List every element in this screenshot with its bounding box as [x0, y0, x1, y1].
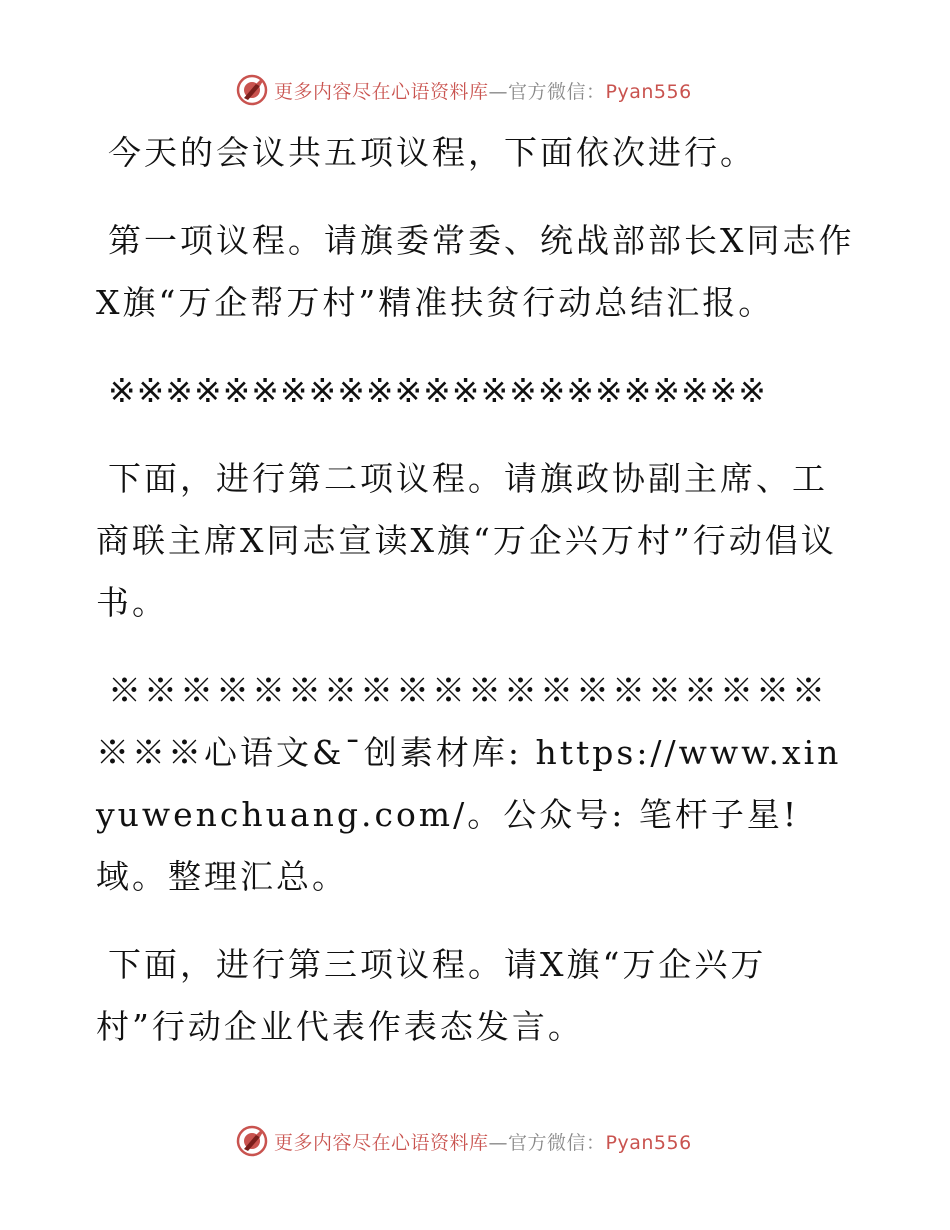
watermark-main: 更多内容尽在心语资料库 [274, 80, 489, 103]
header-watermark [236, 73, 692, 107]
watermark-separator: — [488, 80, 509, 103]
watermark-separator: — [488, 1131, 509, 1154]
paragraph-separator-1: ※※※※※※※※※※※※※※※※※※※※※※※ [108, 371, 767, 410]
document-body [96, 122, 856, 1084]
pen-logo-icon [236, 1125, 268, 1157]
watermark-main: 更多内容尽在心语资料库 [274, 1131, 489, 1154]
paragraph-agenda-item-2: 下面，进行第二项议程。请旗政协副主席、工商联主席X同志宣读X旗“万企兴万村”行动倡议书。 [96, 459, 837, 622]
watermark-wechat-id: Pyan556 [605, 1131, 692, 1154]
paragraph-agenda-item-1: 第一项议程。请旗委常委、统战部部长X同志作X旗“万企帮万村”精准扶贫行动总结汇报。 [96, 221, 855, 322]
watermark-text [274, 77, 692, 104]
paragraph-source-note: ※※※※※※※※※※※※※※※※※※※※※※※心语文&¯创素材库: https://www.xinyuwenchuang.com/。公众号: 笔杆子星!域。整理汇总。 [96, 671, 842, 896]
paragraph-agenda-item-3: 下面，进行第三项议程。请X旗“万企兴万村”行动企业代表作表态发言。 [96, 945, 767, 1046]
watermark-text [274, 1128, 692, 1155]
watermark-wechat-label: 官方微信： [508, 1131, 606, 1154]
footer-watermark [236, 1124, 692, 1158]
paragraph-agenda-intro: 今天的会议共五项议程，下面依次进行。 [108, 133, 756, 172]
watermark-wechat-label: 官方微信： [508, 80, 606, 103]
pen-logo-icon [236, 74, 268, 106]
watermark-wechat-id: Pyan556 [605, 80, 692, 103]
